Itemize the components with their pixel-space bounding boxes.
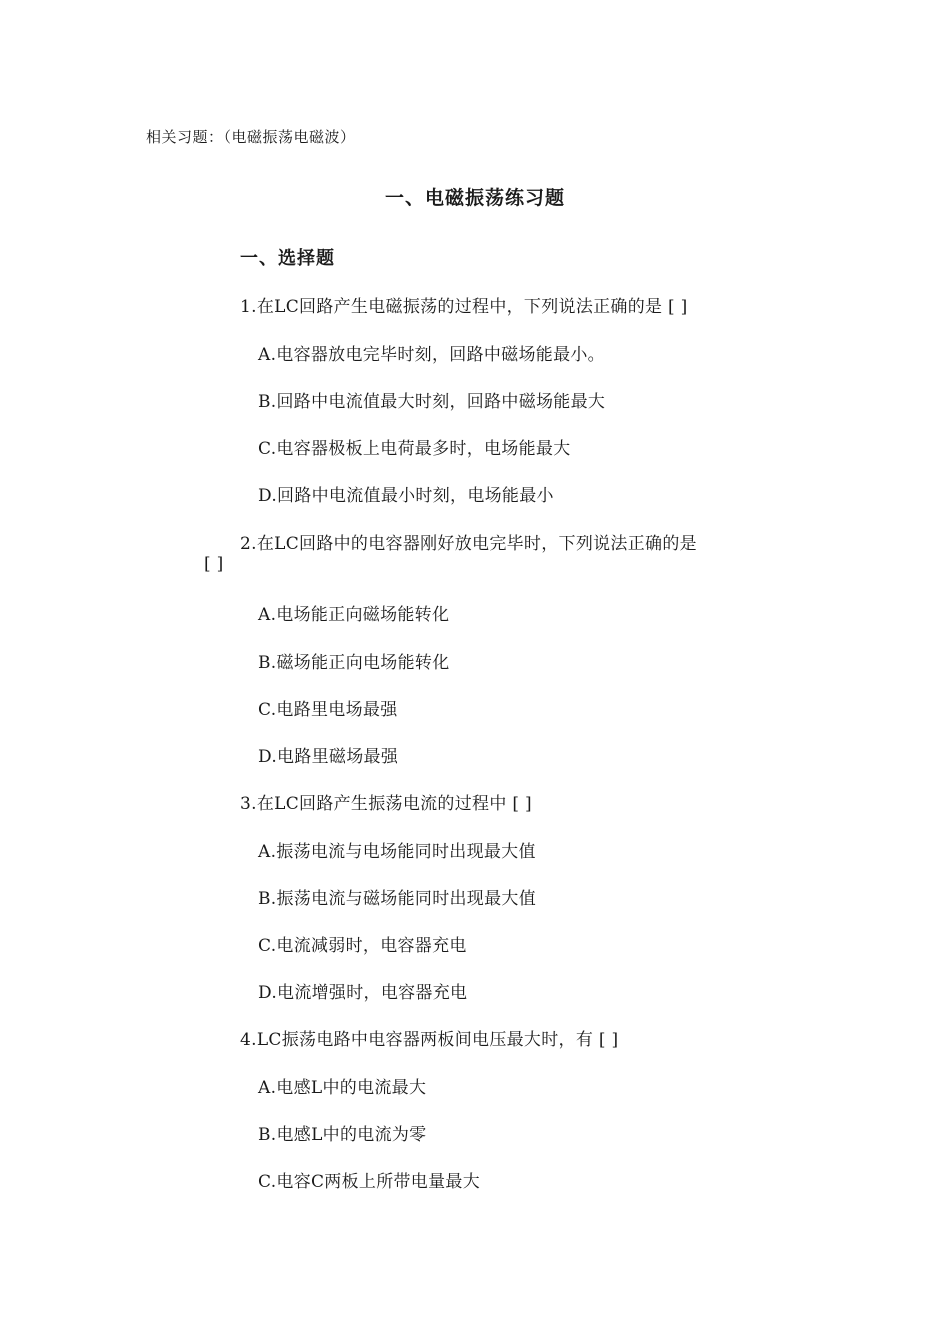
question-1-option-b: B.回路中电流值最大时刻，回路中磁场能最大 — [258, 392, 606, 412]
question-1-option-d: D.回路中电流值最小时刻，电场能最小 — [258, 486, 554, 506]
question-1-option-a: A.电容器放电完毕时刻，回路中磁场能最小。 — [258, 345, 605, 365]
question-3-option-a: A.振荡电流与电场能同时出现最大值 — [258, 842, 536, 862]
question-2-stem: 2.在LC回路中的电容器刚好放电完毕时，下列说法正确的是 — [240, 534, 697, 554]
question-2-option-d: D.电路里磁场最强 — [258, 747, 399, 767]
question-3-option-d: D.电流增强时，电容器充电 — [258, 983, 468, 1003]
question-4-option-b: B.电感L中的电流为零 — [258, 1125, 427, 1145]
question-3-option-c: C.电流减弱时，电容器充电 — [258, 936, 467, 956]
related-exercises-label: 相关习题：（电磁振荡电磁波） — [146, 128, 356, 146]
question-3-option-b: B.振荡电流与磁场能同时出现最大值 — [258, 889, 536, 909]
question-2-stem-continued: [ ] — [204, 554, 224, 574]
question-2-option-c: C.电路里电场最强 — [258, 700, 398, 720]
question-4-option-c: C.电容C两板上所带电量最大 — [258, 1172, 481, 1192]
question-4-option-a: A.电感L中的电流最大 — [258, 1078, 427, 1098]
question-3-stem: 3.在LC回路产生振荡电流的过程中 [ ] — [240, 794, 532, 814]
question-2-option-b: B.磁场能正向电场能转化 — [258, 653, 450, 673]
section-heading: 一、选择题 — [240, 248, 335, 269]
question-1-stem: 1.在LC回路产生电磁振荡的过程中，下列说法正确的是 [ ] — [240, 297, 688, 317]
question-2-option-a: A.电场能正向磁场能转化 — [258, 605, 450, 625]
question-4-stem: 4.LC振荡电路中电容器两板间电压最大时，有 [ ] — [240, 1030, 619, 1050]
question-1-option-c: C.电容器极板上电荷最多时，电场能最大 — [258, 439, 571, 459]
document-title: 一、电磁振荡练习题 — [384, 187, 565, 209]
